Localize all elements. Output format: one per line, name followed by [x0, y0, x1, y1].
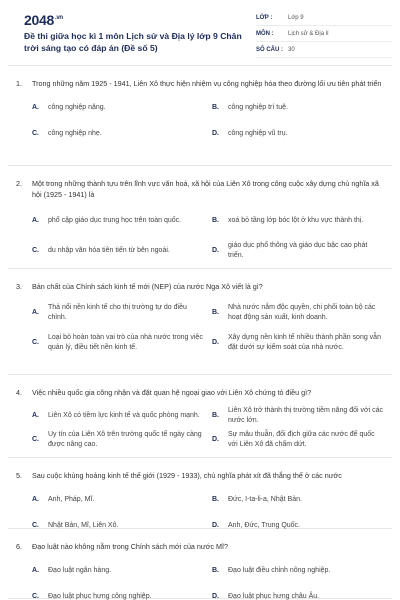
- option-c[interactable]: [32, 428, 204, 452]
- option-letter: D.: [212, 593, 219, 600]
- option-letter: A.: [32, 217, 39, 224]
- option-letter: C.: [32, 247, 39, 254]
- option-a[interactable]: [32, 487, 204, 513]
- option-c[interactable]: [32, 584, 204, 600]
- option-text: Đạo luật ngân hàng.: [48, 567, 112, 574]
- option-letter: C.: [32, 522, 39, 529]
- option-letter: C.: [32, 593, 39, 600]
- question-number: 1.: [16, 79, 22, 88]
- option-d[interactable]: [212, 513, 384, 539]
- meta-label: LỚP :: [256, 14, 273, 21]
- option-c[interactable]: [32, 513, 204, 539]
- option-d[interactable]: [212, 328, 384, 358]
- option-text: Liên Xô trở thành thị trường tiềm năng đối với các nước lớn.: [228, 407, 384, 424]
- question-number: 3.: [16, 282, 22, 291]
- logo-text: 2048: [24, 12, 54, 28]
- answer-options: [16, 552, 384, 600]
- option-letter: D.: [212, 339, 219, 346]
- meta-value: Lịch sử & Địa lí: [288, 30, 329, 37]
- answer-options: [16, 398, 384, 458]
- option-text: Anh, Pháp, Mĩ.: [48, 496, 95, 503]
- option-letter: B.: [212, 567, 219, 574]
- option-b[interactable]: [212, 95, 384, 121]
- answer-options: [16, 89, 384, 153]
- option-a[interactable]: [32, 404, 204, 428]
- option-text: giáo dục phổ thông và giáo dục bậc cao phát triển.: [228, 242, 368, 259]
- option-text: công nghiệp nặng.: [48, 104, 106, 111]
- option-text: Thả nổi nền kinh tế cho thị trường tự do điều chỉnh.: [48, 304, 187, 321]
- option-letter: D.: [212, 522, 219, 529]
- option-text: phổ cập giáo dục trung học trên toàn quốc.: [48, 217, 182, 224]
- option-text: công nghiệp vũ trụ.: [228, 130, 288, 137]
- question-number: 5.: [16, 471, 22, 480]
- option-text: Đạo luật điều chỉnh nông nghiệp.: [228, 567, 331, 574]
- option-c[interactable]: [32, 236, 204, 266]
- option-text: Đạo luật phục hưng công nghiệp.: [48, 593, 152, 600]
- option-text: Uy tín của Liên Xô trên trường quốc tế ngày càng được nâng cao.: [48, 431, 202, 448]
- option-letter: A.: [32, 412, 39, 419]
- option-letter: D.: [212, 130, 219, 137]
- option-letter: C.: [32, 339, 39, 346]
- option-letter: C.: [32, 130, 39, 137]
- option-letter: A.: [32, 104, 39, 111]
- option-text: xoá bỏ tầng lớp bóc lột ở khu vực thành thị.: [228, 217, 364, 224]
- meta-label: MÔN :: [256, 30, 274, 37]
- option-text: Nhà nước nắm độc quyền, chi phối toàn bộ các hoạt động sản xuất, kinh doanh.: [228, 304, 376, 321]
- meta-row-count: [256, 42, 392, 58]
- option-d[interactable]: [212, 236, 384, 266]
- option-d[interactable]: [212, 428, 384, 452]
- option-a[interactable]: [32, 558, 204, 584]
- question-stem: [16, 269, 384, 292]
- option-a[interactable]: [32, 206, 204, 236]
- exam-meta: [256, 10, 392, 58]
- option-text: Đức, I-ta-li-a, Nhật Bản.: [228, 496, 302, 503]
- site-logo[interactable]: [24, 12, 63, 28]
- option-letter: A.: [32, 567, 39, 574]
- option-letter: A.: [32, 309, 39, 316]
- option-letter: B.: [212, 309, 219, 316]
- question-text: Sau cuộc khủng hoảng kinh tế thế giới (1929 - 1933), chủ nghĩa phát xít đã thắng thế ở các nước: [32, 471, 342, 480]
- option-text: Loại bỏ hoàn toàn vai trò của nhà nước trong việc quản lý, điều tiết nền kinh tế.: [48, 334, 203, 351]
- question-text: Đạo luật nào không nằm trong Chính sách mới của nước Mĩ?: [32, 542, 229, 551]
- logo-suffix: .vn: [54, 15, 63, 22]
- option-text: Nhật Bản, Mĩ, Liên Xô.: [48, 522, 119, 529]
- question-stem: [16, 166, 384, 200]
- question-5: [8, 458, 392, 529]
- question-stem: [16, 375, 384, 398]
- question-text: Việc nhiều quốc gia công nhận và đặt quan hệ ngoại giao với Liên Xô chứng tỏ điều gì?: [32, 388, 312, 397]
- meta-row-subject: [256, 26, 392, 42]
- option-a[interactable]: [32, 298, 204, 328]
- option-text: Liên Xô có tiềm lực kinh tế và quốc phòng mạnh.: [48, 412, 200, 419]
- option-letter: A.: [32, 496, 39, 503]
- question-stem: [16, 66, 384, 89]
- option-text: Anh, Đức, Trung Quốc.: [228, 522, 300, 529]
- option-text: Xây dựng nền kinh tế nhiều thành phần song vẫn đặt dưới sự kiểm soát của nhà nước.: [228, 334, 381, 351]
- option-b[interactable]: [212, 298, 384, 328]
- option-c[interactable]: [32, 328, 204, 358]
- meta-value: 30: [288, 46, 295, 53]
- question-number: 4.: [16, 388, 22, 397]
- question-stem: [16, 458, 384, 481]
- meta-row-class: [256, 10, 392, 26]
- option-text: Sự mâu thuẫn, đối địch giữa các nước đế quốc với Liên Xô đã chấm dứt.: [228, 431, 375, 448]
- option-c[interactable]: [32, 121, 204, 147]
- question-3: [8, 269, 392, 375]
- option-b[interactable]: [212, 487, 384, 513]
- option-a[interactable]: [32, 95, 204, 121]
- option-letter: B.: [212, 217, 219, 224]
- option-b[interactable]: [212, 206, 384, 236]
- question-text: Trong những năm 1925 - 1941, Liên Xô thực hiện nhiệm vụ công nghiệp hóa theo đường lối ưu tiên phát triển: [32, 79, 382, 88]
- option-letter: C.: [32, 436, 39, 443]
- meta-label: SỐ CÂU :: [256, 46, 283, 53]
- answer-options: [16, 481, 384, 545]
- option-d[interactable]: [212, 121, 384, 147]
- option-letter: B.: [212, 496, 219, 503]
- option-b[interactable]: [212, 558, 384, 584]
- option-letter: B.: [212, 104, 219, 111]
- exam-title: Đề thi giữa học kì 1 môn Lịch sử và Địa lý lớp 9 Chân trời sáng tạo có đáp án (Đề số 5): [24, 31, 242, 53]
- option-text: du nhập văn hóa tiên tiến từ bên ngoài.: [48, 247, 170, 254]
- question-1: [8, 66, 392, 166]
- option-b[interactable]: [212, 404, 384, 428]
- option-text: Đạo luật phục hưng châu Âu.: [228, 593, 320, 600]
- header: [8, 0, 392, 66]
- question-number: 6.: [16, 542, 22, 551]
- meta-value: Lớp 9: [288, 14, 304, 21]
- answer-options: [16, 200, 384, 272]
- question-6: [8, 529, 392, 599]
- question-text: Bản chất của Chính sách kinh tế mới (NEP) của nước Nga Xô viết là gì?: [32, 282, 263, 291]
- option-letter: D.: [212, 436, 219, 443]
- question-2: [8, 166, 392, 269]
- option-letter: D.: [212, 247, 219, 254]
- option-text: công nghiệp nhẹ.: [48, 130, 102, 137]
- question-number: 2.: [16, 179, 22, 188]
- question-4: [8, 375, 392, 458]
- question-text: Một trong những thành tựu trên lĩnh vực văn hoá, xã hội của Liên Xô trong công cuộc xây dựng chủ nghĩa xã hội (1925 - 1941) là: [32, 179, 379, 199]
- option-text: công nghiệp trí tuệ.: [228, 104, 288, 111]
- option-d[interactable]: [212, 584, 384, 600]
- answer-options: [16, 292, 384, 364]
- option-letter: B.: [212, 412, 219, 419]
